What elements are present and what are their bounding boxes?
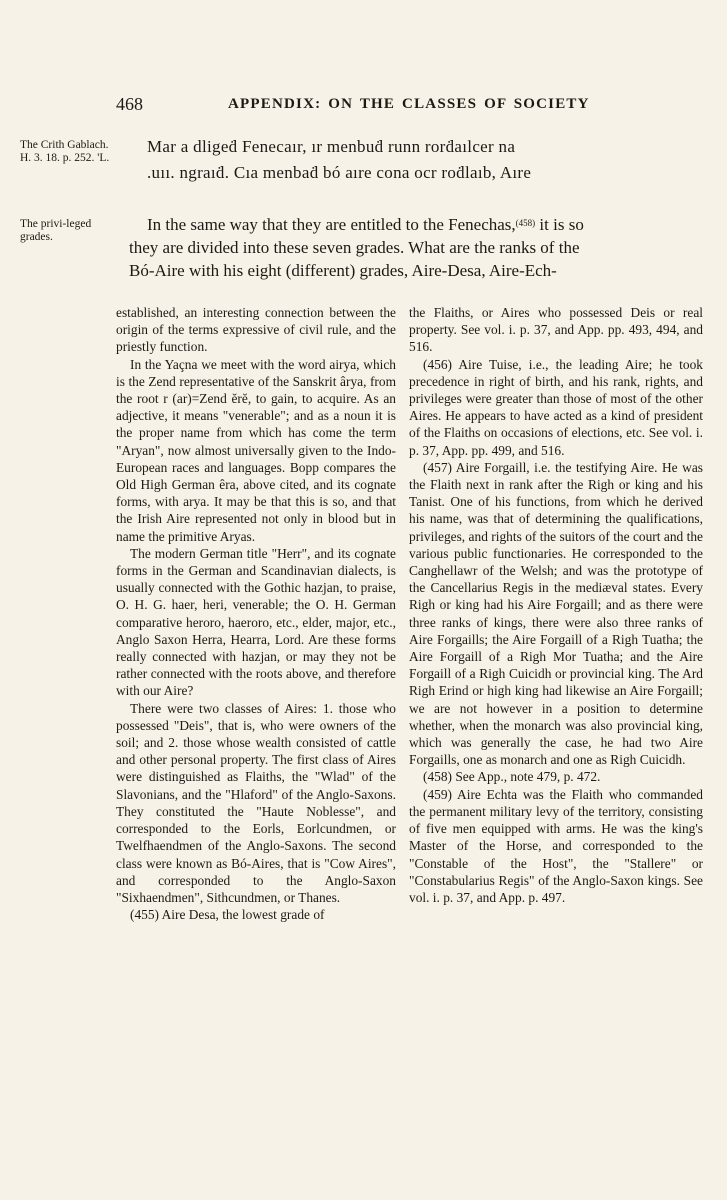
footnote-paragraph: (459) Aire Echta was the Flaith who commanded the permanent military levy of the territory, consisting of five men equipped with arms. He was the king's Master of the Horse, and corresponded to the "Constable of the Host", the "Stallere" or "Constabularius Regis" of the Anglo-Saxon kings. See vol. i. p. 37, and App. p. 497. bbox=[409, 786, 703, 905]
translation-line: they are divided into these seven grades. What are the ranks of the bbox=[129, 238, 580, 257]
footnote-paragraph: (456) Aire Tuise, i.e., the leading Aire; he took precedence in right of birth, and his rank, rights, and privileges were greater than those of most of the other Aires. He appears to have acted as a kind of president of the Flaiths on occasions of elections, etc. See vol. i. p. 37, App. pp. 499, and 516. bbox=[409, 356, 703, 458]
translation bbox=[129, 212, 705, 282]
translation-line: Bó-Aire with his eight (different) grades, Aire-Desa, Aire-Ech- bbox=[129, 261, 557, 280]
sidenote-source: The Crith Gablach. H. 3. 18. p. 252. 'L. bbox=[20, 139, 110, 164]
irish-line: Mar a dligeḋ Fenecaır, ır menbuḋ runn rorḋaılcer na bbox=[147, 137, 516, 156]
translation-line bbox=[147, 212, 705, 236]
irish-line: .uıı. ngraıḋ. Cıa menbaḋ bó aıre cona ocr roḋlaıb, Aıre bbox=[147, 163, 532, 182]
footnote-paragraph: (458) See App., note 479, p. 472. bbox=[423, 769, 601, 785]
footnote-paragraph: the Flaiths, or Aires who possessed Deis or real property. See vol. i. p. 37, and App. pp. 493, 494, and 516. bbox=[409, 305, 703, 355]
translation-text: In the same way that they are entitled to the Fenechas, bbox=[147, 215, 516, 234]
page-number: 468 bbox=[116, 94, 143, 114]
footnote-paragraph: The modern German title "Herr", and its cognate forms in the German and Scandinavian dialects, is usually connected with the Gothic hazjan, to praise, O. H. G. haer, heri, venerable; the O. H. German comparative heroro, haeroro, etc., elder, major, etc., Anglo Saxon Herra, Hearra, Lord. Are these forms really connected with hazjan, or may they not be rather connected with the roots above, and therefore with our Aire? bbox=[116, 545, 396, 699]
footnote-paragraph: (455) Aire Desa, the lowest grade of bbox=[130, 907, 325, 923]
footnote-paragraph: established, an interesting connection between the origin of the terms expressive of civil rule, and the priestly function. bbox=[116, 305, 396, 355]
running-title: APPENDIX: ON THE CLASSES OF SOCIETY bbox=[228, 96, 590, 112]
footnote-paragraph: (457) Aire Forgaill, i.e. the testifying Aire. He was the Flaith next in rank after the Righ or king and his Tanist. One of his functions, from which he derived his name, was that of determining the qualifications, privileges, and rights of the suitors of the court and the various public functionaries. He corresponded to the Canghellawr of the Welsh; and was the prototype of the Cancellarius Regis in the mediæval states. Every Righ or king had his Aire Forgaill; and as there were three ranks of kings, there were also three ranks of Aire Forgaills; the Aire Forgaill of a Righ Tuatha; the Aire Forgaill of a Righ Mor Tuatha; and the Aire Forgaill of a Righ Cuicidh or provincial king. The Ard Righ Erind or high king had likewise an Aire Forgaill; we are not however in a position to determine whether, when the monarch was also provincial king, which was generally the case, he had two Aire Forgaills, one as monarch and one as Righ Cuicidh. bbox=[409, 459, 703, 768]
irish-text bbox=[147, 134, 703, 186]
footnote-paragraph: In the Yaçna we meet with the word airya, which is the Zend representative of the Sanskrit ârya, from the root r (ar)=Zend ĕrĕ, to gain, to acquire. As an adjective, it means "venerable"; and as a noun it is the proper name from which has come the term "Aryan", now almost universally given to the Indo-European races and languages. Bopp compares the Old High German êra, above cited, and its cognate forms, with arya. It may be that this is so, and that the Irish Aire represented not only in blood but in name the primitive Aryas. bbox=[116, 356, 396, 544]
footnote-paragraph: There were two classes of Aires: 1. those who possessed "Deis", that is, who were owners of the soil; and 2. those whose wealth consisted of cattle and other personal property. The first class of Aires were distinguished as Flaiths, the "Wlad" of the Slavonians, and the "Hlaford" of the Anglo-Saxons. They constituted the "Haute Noblesse", and corresponded to the Eorls, Eorlcundmen, or Twelfhaendmen of the Anglo-Saxons. The second class were known as Bó-Aires, that is "Cow Aires", and corresponded to the Anglo-Saxon "Sixhaendmen", Sithcundmen, or Thanes. bbox=[116, 700, 396, 905]
sidenote-privileged: The privi-leged grades. bbox=[20, 218, 92, 243]
translation-text: it is so bbox=[535, 215, 584, 234]
footnotes-right-column bbox=[409, 304, 703, 906]
footnote-ref[interactable]: (458) bbox=[515, 218, 536, 228]
footnotes-left-column bbox=[116, 304, 396, 923]
